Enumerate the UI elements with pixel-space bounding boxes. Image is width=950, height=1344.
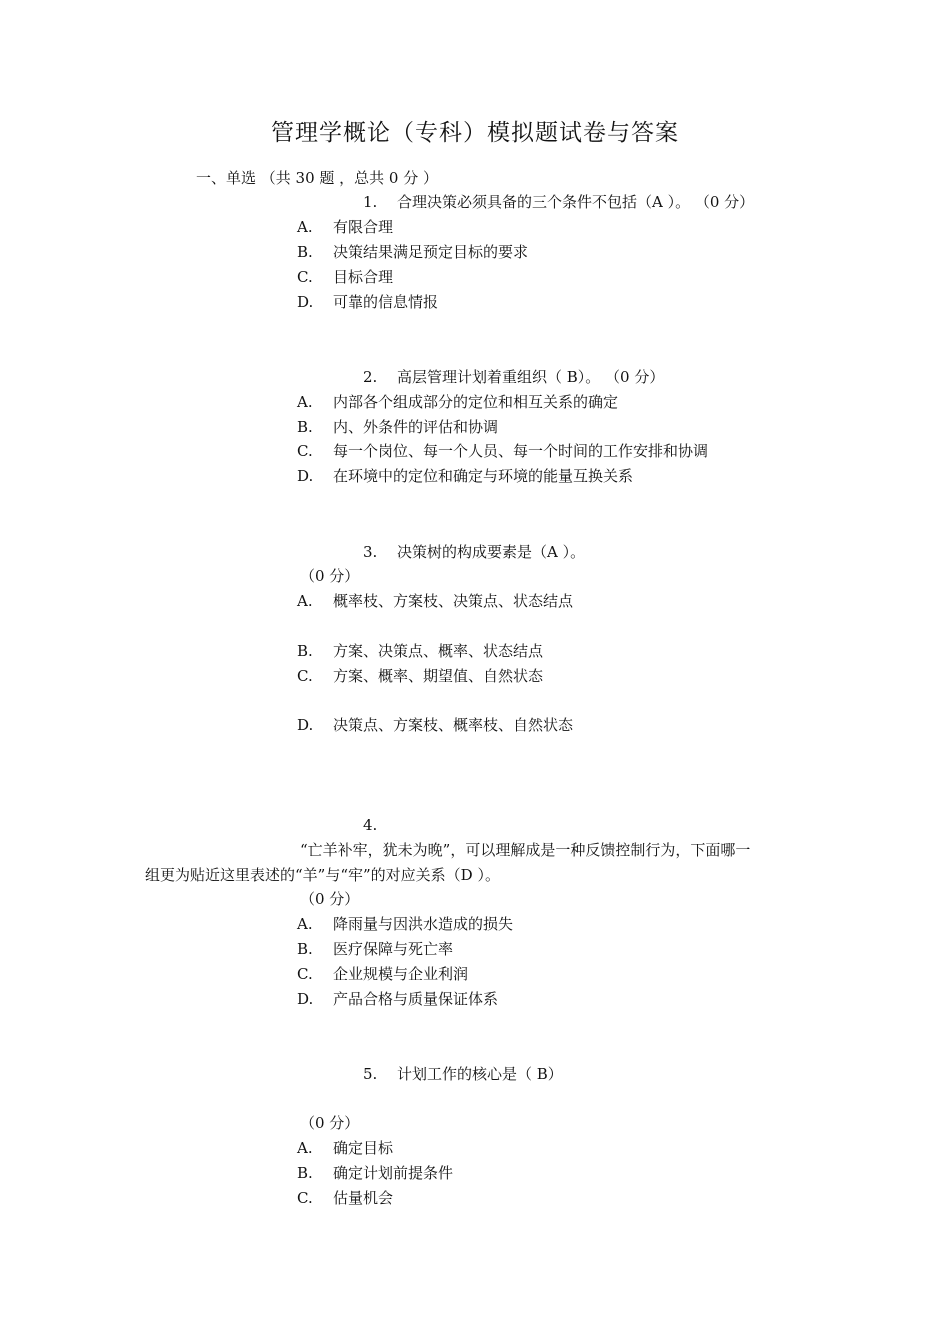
option-label: C. [297, 965, 313, 983]
option-text: 产品合格与质量保证体系 [333, 990, 499, 1008]
option-label: C. [297, 1189, 313, 1207]
option-item [297, 242, 528, 262]
question-text: 组更为贴近这里表述的“羊”与“牢”的对应关系（D ）。 [145, 866, 500, 884]
option-item [297, 441, 708, 461]
option-text: 在环境中的定位和确定与环境的能量互换关系 [333, 467, 634, 485]
option-text: 估量机会 [333, 1189, 394, 1207]
page-title: 管理学概论（专科）模拟题试卷与答案 [271, 120, 679, 146]
option-text: 方案、决策点、概率、状态结点 [333, 642, 544, 660]
question-number: 1. [363, 193, 378, 211]
option-item [297, 217, 393, 237]
question-score: （0 分） [300, 1114, 360, 1132]
option-text: 决策结果满足预定目标的要求 [333, 243, 529, 261]
option-item [297, 914, 513, 934]
question-number: 3. [363, 543, 378, 561]
question-5 [363, 1064, 563, 1084]
option-label: A. [297, 592, 313, 610]
option-item [297, 641, 543, 661]
option-item [297, 1188, 393, 1208]
option-item [297, 591, 573, 611]
question-score: （0 分） [300, 890, 360, 908]
question-2 [363, 367, 664, 387]
option-item [297, 666, 543, 686]
option-text: 内部各个组成部分的定位和相互关系的确定 [333, 393, 619, 411]
option-item [297, 989, 498, 1009]
option-text: 医疗保障与死亡率 [333, 940, 454, 958]
option-item [297, 1138, 393, 1158]
question-number: 4. [363, 816, 378, 834]
option-item [297, 466, 633, 486]
option-label: C. [297, 268, 313, 286]
question-score: （0 分） [300, 567, 360, 585]
option-label: D. [297, 990, 314, 1008]
option-text: 方案、概率、期望值、自然状态 [333, 667, 544, 685]
option-text: 可靠的信息情报 [333, 293, 439, 311]
option-label: D. [297, 293, 314, 311]
question-text: 决策树的构成要素是（A ）。 [397, 543, 586, 561]
option-item [297, 939, 453, 959]
question-text: 计划工作的核心是（ B） [397, 1065, 563, 1083]
option-label: A. [297, 915, 313, 933]
option-item [297, 267, 393, 287]
option-item [297, 964, 468, 984]
option-label: B. [297, 642, 313, 660]
option-text: 每一个岗位、每一个人员、每一个时间的工作安排和协调 [333, 442, 709, 460]
option-label: A. [297, 393, 313, 411]
question-text: 合理决策必须具备的三个条件不包括（A ）。 （0 分） [397, 193, 755, 211]
option-text: 概率枝、方案枝、决策点、状态结点 [333, 592, 574, 610]
option-item [297, 392, 618, 412]
option-label: C. [297, 667, 313, 685]
question-1 [363, 192, 754, 212]
option-label: B. [297, 940, 313, 958]
option-text: 目标合理 [333, 268, 394, 286]
option-text: 有限合理 [333, 218, 394, 236]
question-number: 2. [363, 368, 378, 386]
option-label: C. [297, 442, 313, 460]
option-label: B. [297, 1164, 313, 1182]
question-text: “亡羊补牢，犹未为晚”，可以理解成是一种反馈控制行为，下面哪一 [300, 841, 751, 859]
option-item [297, 417, 498, 437]
question-text: 高层管理计划着重组织（ B）。 （0 分） [397, 368, 665, 386]
option-text: 确定计划前提条件 [333, 1164, 454, 1182]
option-item [297, 292, 438, 312]
option-text: 企业规模与企业利润 [333, 965, 469, 983]
option-label: B. [297, 243, 313, 261]
section-heading: 一、单选 （共 30 题 ，总共 0 分 ） [196, 169, 439, 187]
option-text: 确定目标 [333, 1139, 394, 1157]
option-label: B. [297, 418, 313, 436]
option-label: A. [297, 1139, 313, 1157]
option-label: D. [297, 467, 314, 485]
question-number: 5. [363, 1065, 378, 1083]
option-label: D. [297, 716, 314, 734]
option-text: 内、外条件的评估和协调 [333, 418, 499, 436]
option-text: 降雨量与因洪水造成的损失 [333, 915, 514, 933]
question-3 [363, 542, 585, 562]
option-item [297, 1163, 453, 1183]
option-text: 决策点、方案枝、概率枝、自然状态 [333, 716, 574, 734]
option-label: A. [297, 218, 313, 236]
option-item [297, 715, 573, 735]
